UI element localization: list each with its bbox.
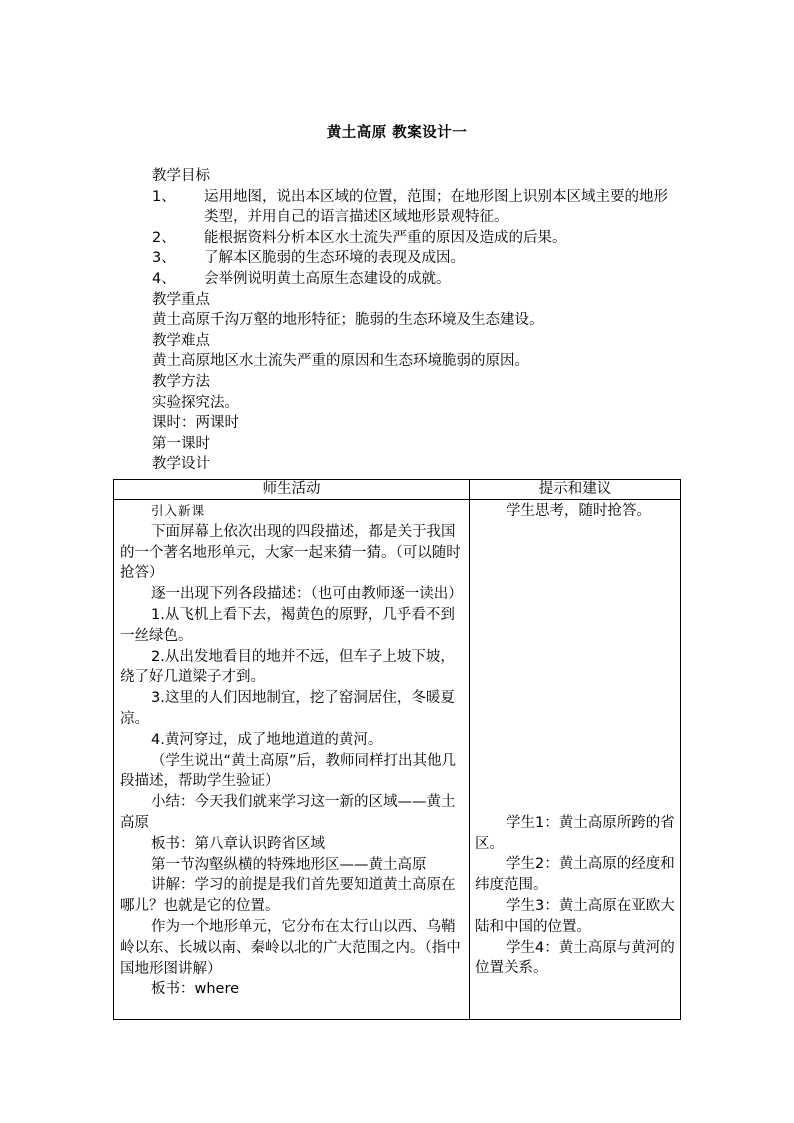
column-header-suggestions: 提示和建议 — [538, 481, 612, 497]
objective-text: 能根据资料分析本区水土流失严重的原因及造成的后果。 — [204, 229, 567, 246]
activity-paragraph: （学生说出“黄土高原”后，教师同样打出其他几段描述，帮助学生验证） — [120, 752, 457, 790]
activity-paragraph: 作为一个地形单元，它分布在太行山以西、乌鞘岭以东、长城以南、秦岭以北的广大范围之内。（指中国地形图讲解） — [120, 918, 461, 977]
objective-item — [152, 269, 682, 290]
suggestion-paragraph: 学生1：黄土高原所跨的省区。 — [475, 814, 675, 852]
column-divider — [469, 480, 470, 1019]
objective-text: 了解本区脆弱的生态环境的表现及成因。 — [204, 250, 465, 267]
suggestion-paragraph: 学生4：黄土高原与黄河的位置关系。 — [475, 939, 675, 977]
document-title: 黄土高原 教案设计一 — [326, 125, 468, 141]
goals-heading: 教学目标 — [152, 168, 210, 184]
objective-item — [152, 187, 682, 228]
difficulty-heading: 教学难点 — [152, 332, 210, 349]
objective-number: 4、 — [152, 270, 176, 287]
activity-paragraph: 板书：第八章认识跨省区域 — [151, 835, 325, 852]
objective-number: 3、 — [152, 250, 176, 267]
suggestion-spacer — [475, 522, 679, 813]
activity-paragraph: 逐一出现下列各段描述：（也可由教师逐一读出） — [151, 586, 463, 603]
design-heading: 教学设计 — [152, 456, 210, 473]
objective-item — [152, 228, 682, 249]
activity-paragraph: 下面屏幕上依次出现的四段描述，都是关于我国的一个著名地形单元，大家一起来猜一猜。（可以随时抢答） — [120, 523, 461, 582]
objective-text: 运用地图，说出本区域的位置，范围；在地形图上识别本区域主要的地形类型，并用自己的语言描述区域地形景观特征。 — [204, 188, 668, 226]
activity-paragraph: 引入新课 — [151, 503, 206, 518]
lesson-number: 第一课时 — [152, 435, 210, 452]
lesson-table — [113, 479, 681, 1020]
activity-paragraph: 3.这里的人们因地制宜，挖了窑洞居住，冬暖夏凉。 — [120, 690, 455, 727]
lesson-intro — [152, 166, 682, 475]
activity-paragraph: 小结：今天我们就来学习这一新的区域——黄土高原 — [120, 794, 456, 831]
suggestion-paragraph: 学生2：黄土高原的经度和纬度范围。 — [475, 856, 675, 894]
suggestion-paragraph: 学生3：黄土高原在亚欧大陆和中国的位置。 — [475, 897, 675, 935]
suggestions-cell — [475, 501, 679, 979]
objective-number: 1、 — [152, 188, 176, 205]
activity-paragraph: 第一节沟壑纵横的特殊地形区——黄土高原 — [151, 856, 427, 873]
key-text: 黄土高原千沟万壑的地形特征；脆弱的生态环境及生态建设。 — [152, 312, 544, 329]
method-heading: 教学方法 — [152, 373, 210, 390]
key-heading: 教学重点 — [152, 291, 210, 308]
class-hours: 课时：两课时 — [152, 415, 239, 432]
activity-paragraph: 4.黄河穿过，成了地地道道的黄河。 — [151, 731, 383, 748]
activity-paragraph: 2.从出发地看目的地并不远，但车子上坡下坡，绕了好几道梁子才到。 — [120, 648, 455, 686]
activities-cell — [120, 501, 466, 1000]
objective-number: 2、 — [152, 229, 176, 246]
header-divider — [114, 499, 680, 500]
activity-paragraph: 讲解：学习的前提是我们首先要知道黄土高原在哪儿？也就是它的位置。 — [120, 877, 456, 915]
difficulty-text: 黄土高原地区水土流失严重的原因和生态环境脆弱的原因。 — [152, 353, 529, 370]
activity-paragraph: 1.从飞机上看下去，褐黄色的原野，几乎看不到一丝绿色。 — [120, 606, 455, 644]
suggestion-paragraph: 学生思考，随时抢答。 — [506, 503, 651, 519]
activity-paragraph: 板书：where — [151, 981, 240, 998]
method-text: 实验探究法。 — [152, 394, 239, 411]
objective-item — [152, 248, 682, 269]
objective-text: 会举例说明黄土高原生态建设的成就。 — [204, 270, 451, 287]
column-header-activities: 师生活动 — [262, 481, 321, 497]
